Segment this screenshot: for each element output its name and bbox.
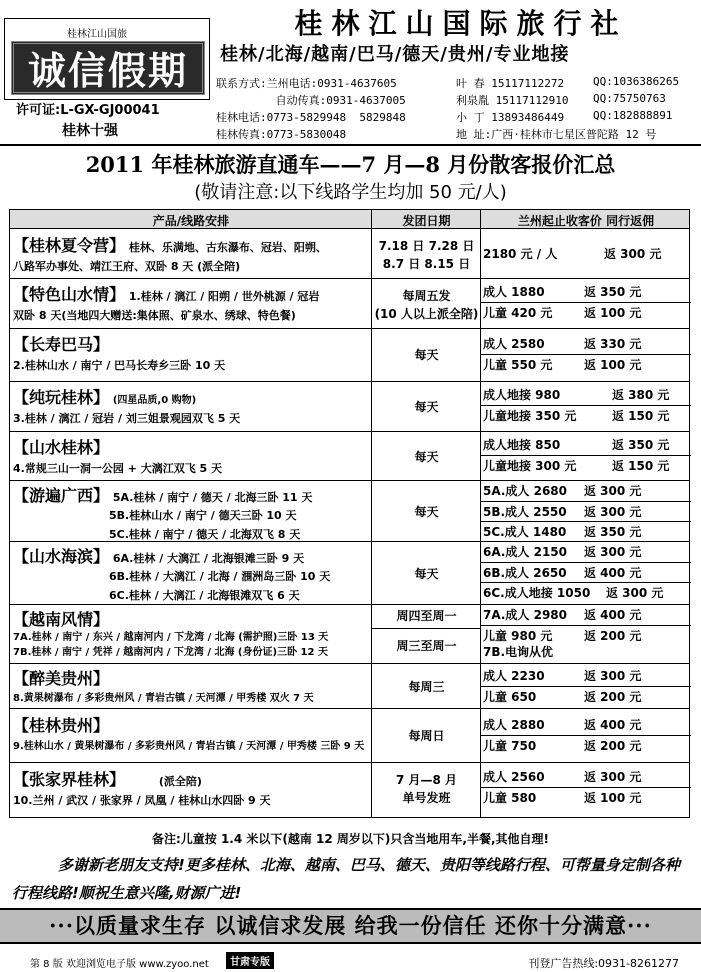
route-line: 双卧 8 天(当地四大赠送:集体照、矿泉水、绣球、特色餐)	[13, 309, 296, 322]
price-table	[9, 209, 690, 818]
date-line: 每天	[414, 450, 439, 464]
route-line: 5B.桂林山水 / 南宁 / 德天三卧 10 天	[109, 509, 297, 522]
contact-left: 桂林电话:0773-5829948 5829848	[216, 111, 406, 124]
commission-value: 返 350 元	[612, 438, 670, 452]
commission-value: 返 350 元	[584, 525, 642, 539]
contact-left: 桂林传真:0773-5830048	[216, 128, 347, 141]
price-line	[480, 542, 691, 562]
route-line: 8.黄果树瀑布 / 多彩贵州风 / 青岩古镇 / 天河潭 / 甲秀楼 双火 7 天	[13, 693, 314, 704]
price-cell	[480, 767, 691, 807]
price-line	[480, 244, 691, 264]
table-row	[10, 329, 689, 382]
commission-value: 返 350 元	[584, 285, 642, 299]
date-line: 7.18 日 7.28 日	[378, 239, 475, 253]
table-row	[10, 382, 689, 432]
product-name: 【长寿巴马】	[13, 335, 110, 354]
commission-value: 返 200 元	[584, 690, 642, 704]
date-line: 每天	[414, 567, 439, 581]
price-cell	[480, 282, 691, 322]
route-line: 桂林、乐满地、古东瀑布、冠岩、阳朔、	[128, 241, 327, 254]
price-value: 儿童地接 350 元	[483, 409, 577, 423]
route-line: 6B.桂林 / 大漓江 / 北海 / 涠洲岛三卧 10 天	[109, 570, 331, 583]
commission-value: 返 380 元	[612, 388, 670, 402]
date-line: 周三至周一	[396, 639, 457, 653]
commission-value: 返 150 元	[612, 409, 670, 423]
price-cell	[480, 666, 691, 706]
contact-right: QQ:1036386265	[593, 75, 680, 88]
logo-wordmark: 诚信假期	[11, 41, 205, 95]
table-row	[10, 229, 689, 279]
remark: 备注:儿童按 1.4 米以下(越南 12 周岁以下)只含当地用车,半餐,其他自理!	[151, 832, 550, 846]
route-cell	[13, 713, 364, 758]
contact-mid: 小 丁 13893486449	[456, 111, 565, 124]
table-row	[10, 709, 689, 763]
product-name: 【特色山水情】	[13, 285, 126, 304]
price-line	[480, 501, 691, 521]
commission-value: 返 100 元	[584, 358, 642, 372]
date-cell	[372, 771, 481, 807]
date-cell	[372, 565, 481, 582]
route-cell	[13, 666, 314, 709]
price-line	[480, 302, 691, 322]
table-row	[10, 481, 689, 542]
route-cell	[13, 483, 312, 544]
date-line: 每周五发	[402, 289, 451, 303]
price-value: 6C.成人地接 1050	[483, 586, 591, 600]
slogan-bar: ···以质量求生存 以诚信求发展 给我一份信任 还你十分满意···	[0, 908, 701, 944]
product-name: 【桂林贵州】	[13, 716, 110, 735]
header-price: 兰州起止收客价 同行返佣	[517, 214, 655, 228]
date-line: 8.7 日 8.15 日	[382, 257, 471, 271]
price-cell	[480, 334, 691, 374]
product-name: 【山水桂林】	[13, 438, 110, 457]
product-name: 【游遍广西】	[13, 486, 110, 505]
price-value: 5C.成人 1480	[483, 525, 567, 539]
price-line	[480, 715, 691, 735]
commission-value: 返 100 元	[584, 306, 642, 320]
route-cell	[13, 385, 240, 430]
logo-caption: 桂林江山国旅	[67, 29, 127, 40]
price-cell	[480, 435, 691, 475]
contact-mid: 利泉胤 15117112910	[456, 94, 569, 107]
contact-address: 地 址:广西·桂林市七星区普陀路 12 号	[456, 128, 657, 141]
page-subtitle: (敬请注意:以下线路学生均加 50 元/人)	[194, 182, 507, 203]
commission-value: 返 300 元	[584, 669, 642, 683]
route-line: 10.兰州 / 武汉 / 张家界 / 凤凰 / 桂林山水四卧 9 天	[13, 794, 271, 807]
price-value: 6B.成人 2650	[483, 566, 567, 580]
table-row	[10, 664, 689, 709]
price-value: 儿童 650	[483, 690, 537, 704]
price-line	[480, 686, 691, 706]
route-cell	[13, 233, 327, 278]
price-value: 儿童 980 元	[483, 629, 553, 643]
date-cell	[372, 605, 481, 664]
route-line: 5A.桂林 / 南宁 / 德天 / 北海三卧 11 天	[112, 491, 313, 504]
ad-hotline: 刊登广告热线:0931-8261277	[528, 957, 679, 970]
price-line	[480, 735, 691, 755]
date-cell	[372, 503, 481, 520]
price-cell	[480, 481, 691, 541]
price-value: 5B.成人 2550	[483, 505, 567, 519]
table-row	[10, 763, 689, 817]
price-value: 儿童地接 300 元	[483, 459, 577, 473]
commission-value: 返 400 元	[584, 566, 642, 580]
price-line	[480, 455, 691, 475]
date-cell	[372, 448, 481, 465]
price-value: 7A.成人 2980	[483, 608, 567, 622]
header-divider	[0, 144, 701, 146]
price-value: 儿童 420 元	[483, 306, 553, 320]
product-note: (四星品质,0 购物)	[112, 395, 197, 406]
contact-left: 联系方式:兰州电话:0931-4637605	[216, 77, 397, 90]
price-line	[480, 767, 691, 787]
commission-value: 返 300 元	[606, 586, 664, 600]
product-name: 【张家界桂林】	[13, 770, 126, 789]
route-line: 2.桂林山水 / 南宁 / 巴马长寿乡三卧 10 天	[13, 359, 226, 372]
product-name: 【醉美贵州】	[13, 669, 110, 688]
price-line	[480, 282, 691, 302]
route-line: 6A.桂林 / 大漓江 / 北海银滩三卧 9 天	[112, 552, 305, 565]
price-value: 儿童 750	[483, 739, 537, 753]
date-line: 周四至周一	[372, 605, 481, 629]
commission-value: 返 300 元	[584, 505, 642, 519]
route-line: 9.桂林山水 / 黄果树瀑布 / 多彩贵州风 / 青岩古镇 / 天河潭 / 甲秀楼 三卧 9 天	[13, 741, 365, 752]
route-cell	[13, 332, 225, 377]
commission-value: 返 200 元	[584, 629, 642, 643]
price-line	[480, 562, 691, 582]
price-value: 5A.成人 2680	[483, 484, 567, 498]
route-line: 4.常规三山一洞一公园 + 大漓江双飞 5 天	[13, 462, 223, 475]
date-cell	[372, 237, 481, 273]
product-name: 【纯玩桂林】	[13, 388, 110, 407]
route-line: 7B.桂林 / 南宁 / 凭祥 / 越南河内 / 下龙湾 / 北海 (身份证)三卧 12 天	[13, 647, 328, 658]
price-value: 儿童 550 元	[483, 358, 553, 372]
commission-value: 返 300 元	[584, 770, 642, 784]
commission-value: 返 150 元	[612, 459, 670, 473]
price-line	[480, 521, 691, 541]
date-line: (10 人以上派全陪)	[374, 307, 479, 321]
price-cell	[480, 715, 691, 755]
agency-name: 桂林江山国际旅行社	[294, 7, 628, 40]
price-value: 成人 2230	[483, 669, 545, 683]
product-note: (派全陪)	[158, 775, 202, 788]
award-label: 桂林十强	[62, 123, 118, 139]
date-cell	[372, 678, 481, 695]
table-row	[10, 432, 689, 481]
price-value: 成人 2580	[483, 337, 545, 351]
price-value: 成人地接 850	[483, 438, 561, 452]
route-cell	[13, 767, 271, 812]
price-line	[480, 605, 691, 625]
price-line	[480, 385, 691, 405]
contact-mid: 叶 春 15117112272	[456, 77, 565, 90]
route-line: 1.桂林 / 漓江 / 阳朔 / 世外桃源 / 冠岩	[128, 290, 320, 303]
table-header	[10, 210, 689, 229]
page-header	[0, 0, 701, 146]
footer-site-link[interactable]: 欢迎浏览电子版 www.zyoo.net	[66, 959, 209, 970]
price-line	[480, 582, 691, 602]
price-line	[480, 481, 691, 501]
commission-value: 返 330 元	[584, 337, 642, 351]
license-number: 许可证:L-GX-GJ00041	[16, 103, 160, 118]
price-line	[480, 435, 691, 455]
destinations-line: 桂林/北海/越南/巴马/德天/贵州/专业地接	[220, 44, 570, 65]
price-line	[480, 354, 691, 374]
date-cell	[372, 287, 481, 323]
table-row	[10, 279, 689, 329]
commission-value: 返 300 元	[584, 545, 642, 559]
page-title: 2011 年桂林旅游直通车——7 月—8 月份散客报价汇总	[85, 152, 616, 177]
date-cell	[372, 346, 481, 363]
route-cell	[13, 435, 222, 480]
route-cell	[13, 282, 319, 327]
price-value: 成人 2880	[483, 718, 545, 732]
price-cell	[480, 244, 691, 264]
date-line: 每周三	[408, 680, 445, 694]
price-line	[480, 645, 691, 661]
price-line	[480, 405, 691, 425]
route-line: 5C.桂林 / 南宁 / 德天 / 北海双飞 8 天	[109, 528, 301, 541]
price-cell	[480, 542, 691, 602]
product-name: 【山水海滨】	[13, 547, 110, 566]
date-line: 每周日	[408, 729, 445, 743]
product-name: 【越南风情】	[13, 610, 110, 629]
price-value: 成人 2560	[483, 770, 545, 784]
commission-value: 返 400 元	[584, 608, 642, 622]
product-name: 【桂林夏令营】	[13, 236, 126, 255]
thanks-message: 多谢新老朋友支持!更多桂林、北海、越南、巴马、德天、贵阳等线路行程、可帮量身定制各种行程线路!顺祝生意兴隆,财源广进!	[12, 856, 680, 902]
header-date: 发团日期	[402, 214, 451, 228]
commission-value: 返 300 元	[584, 484, 642, 498]
price-cell	[480, 385, 691, 425]
date-line: 每天	[414, 400, 439, 414]
page-number: 第 8 版	[30, 959, 63, 970]
header-product: 产品/线路安排	[152, 214, 230, 228]
table-row	[10, 542, 689, 605]
contact-right: QQ:182888891	[593, 109, 673, 122]
price-line	[480, 666, 691, 686]
date-line: 7 月—8 月	[395, 773, 458, 787]
route-line: 3.桂林 / 漓江 / 冠岩 / 刘三姐景观园双飞 5 天	[13, 412, 241, 425]
price-value: 成人 1880	[483, 285, 545, 299]
price-value: 儿童 580	[483, 791, 537, 805]
price-value: 成人地接 980	[483, 388, 561, 402]
brand-logo	[4, 18, 210, 100]
date-line: 每天	[414, 348, 439, 362]
route-line: 7A.桂林 / 南宁 / 东兴 / 越南河内 / 下龙湾 / 北海 (需护照)三卧 13 天	[13, 632, 329, 643]
route-line: 八路军办事处、靖江王府、双卧 8 天 (派全陪)	[13, 260, 241, 273]
commission-value: 返 400 元	[584, 718, 642, 732]
price-cell	[480, 605, 691, 661]
commission-value: 返 100 元	[584, 791, 642, 805]
price-value: 2180 元 / 人	[483, 247, 558, 261]
route-line: 6C.桂林 / 大漓江 / 北海银滩双飞 6 天	[109, 589, 300, 602]
contact-left: 自动传真:0931-4637005	[216, 94, 406, 107]
date-cell	[372, 398, 481, 415]
price-line	[480, 787, 691, 807]
price-value: 6A.成人 2150	[483, 545, 567, 559]
footer-brand: 甘肃专版	[226, 952, 274, 969]
date-line: 每天	[414, 505, 439, 519]
commission-value: 返 200 元	[584, 739, 642, 753]
contact-right: QQ:75750763	[593, 92, 666, 105]
table-row	[10, 605, 689, 664]
price-value: 7B.电询从优	[483, 645, 554, 659]
price-line	[480, 625, 691, 645]
date-line: 单号发班	[402, 791, 451, 805]
commission-value: 返 300 元	[604, 247, 662, 261]
date-cell	[372, 727, 481, 744]
price-line	[480, 334, 691, 354]
route-cell	[13, 607, 328, 660]
page-footer	[0, 950, 701, 972]
route-cell	[13, 544, 330, 605]
